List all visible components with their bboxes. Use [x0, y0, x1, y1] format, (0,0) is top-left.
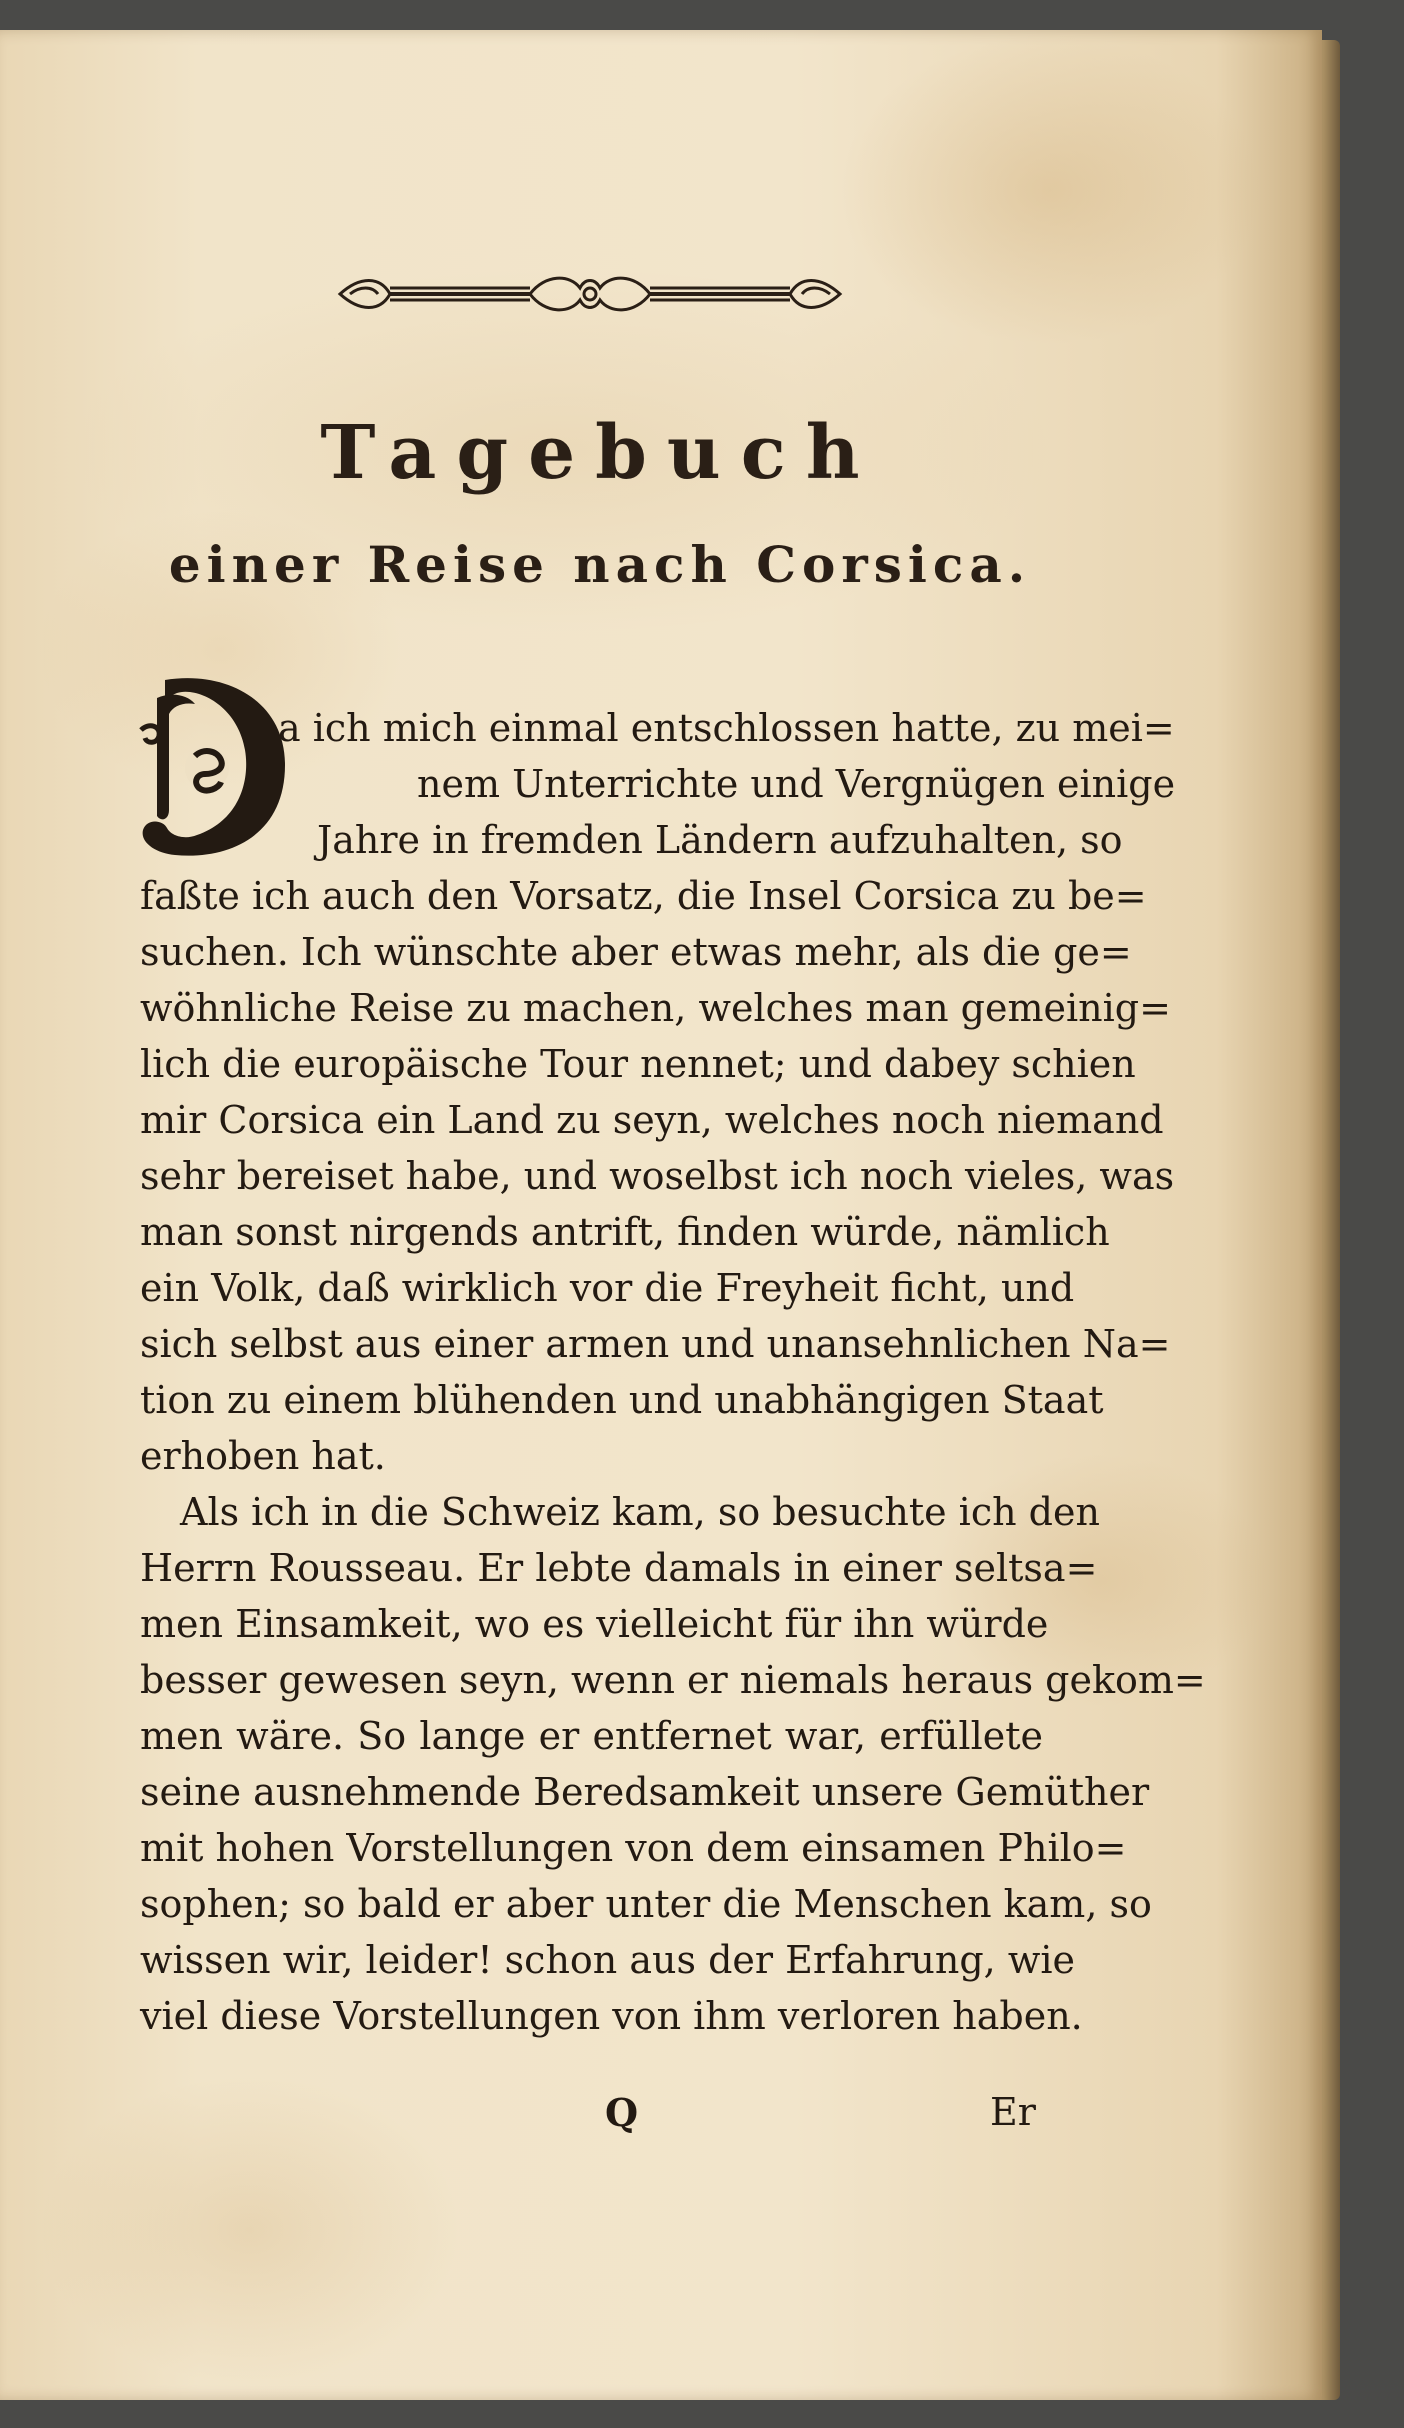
- book-page: [0, 30, 1322, 2400]
- ornament-icon: [330, 268, 850, 320]
- text-line: viel diese Vorstellungen von ihm verloren haben.: [140, 1994, 1083, 2038]
- text-line: wissen wir, leider! schon aus der Erfahrung, wie: [140, 1938, 1075, 1982]
- catchword: Er: [990, 2090, 1036, 2134]
- text-line: nem Unterrichte und Vergnügen einige: [417, 762, 1176, 806]
- text-line: seine ausnehmende Beredsamkeit unsere Gemüther: [140, 1770, 1150, 1814]
- text-line: man sonst nirgends antrift, finden würde, nämlich: [140, 1210, 1110, 1254]
- signature-mark: Q: [605, 2090, 639, 2135]
- text-line: erhoben hat.: [140, 1434, 386, 1478]
- text-line: Herrn Rousseau. Er lebte damals in einer seltsa=: [140, 1546, 1098, 1590]
- text-line: besser gewesen seyn, wenn er niemals heraus gekom=: [140, 1658, 1206, 1702]
- text-line: lich die europäische Tour nennet; und dabey schien: [140, 1042, 1136, 1086]
- text-line: tion zu einem blühenden und unabhängigen Staat: [140, 1378, 1104, 1422]
- text-line: sehr bereiset habe, und woselbst ich noch vieles, was: [140, 1154, 1175, 1198]
- text-line: suchen. Ich wünschte aber etwas mehr, als die ge=: [140, 930, 1132, 974]
- text-line: mir Corsica ein Land zu seyn, welches noch niemand: [140, 1098, 1164, 1142]
- dropcap-letter: [135, 670, 295, 865]
- page-subtitle: einer Reise nach Corsica.: [168, 535, 1032, 594]
- text-line: sophen; so bald er aber unter die Menschen kam, so: [140, 1882, 1152, 1926]
- text-line: wöhnliche Reise zu machen, welches man gemeinig=: [140, 986, 1171, 1030]
- text-line: sich selbst aus einer armen und unansehnlichen Na=: [140, 1322, 1171, 1366]
- text-line: mit hohen Vorstellungen von dem einsamen Philo=: [140, 1826, 1127, 1870]
- text-line: men wäre. So lange er entfernet war, erfüllete: [140, 1714, 1043, 1758]
- text-line: men Einsamkeit, wo es vielleicht für ihn würde: [140, 1602, 1049, 1646]
- text-line: faßte ich auch den Vorsatz, die Insel Corsica zu be=: [140, 874, 1147, 918]
- text-line: Als ich in die Schweiz kam, so besuchte ich den: [180, 1490, 1100, 1534]
- text-line: Jahre in fremden Ländern aufzuhalten, so: [317, 818, 1123, 862]
- page-title: Tagebuch: [320, 410, 880, 496]
- text-line: a ich mich einmal entschlossen hatte, zu mei=: [278, 706, 1175, 750]
- text-line: ein Volk, daß wirklich vor die Freyheit ficht, und: [140, 1266, 1075, 1310]
